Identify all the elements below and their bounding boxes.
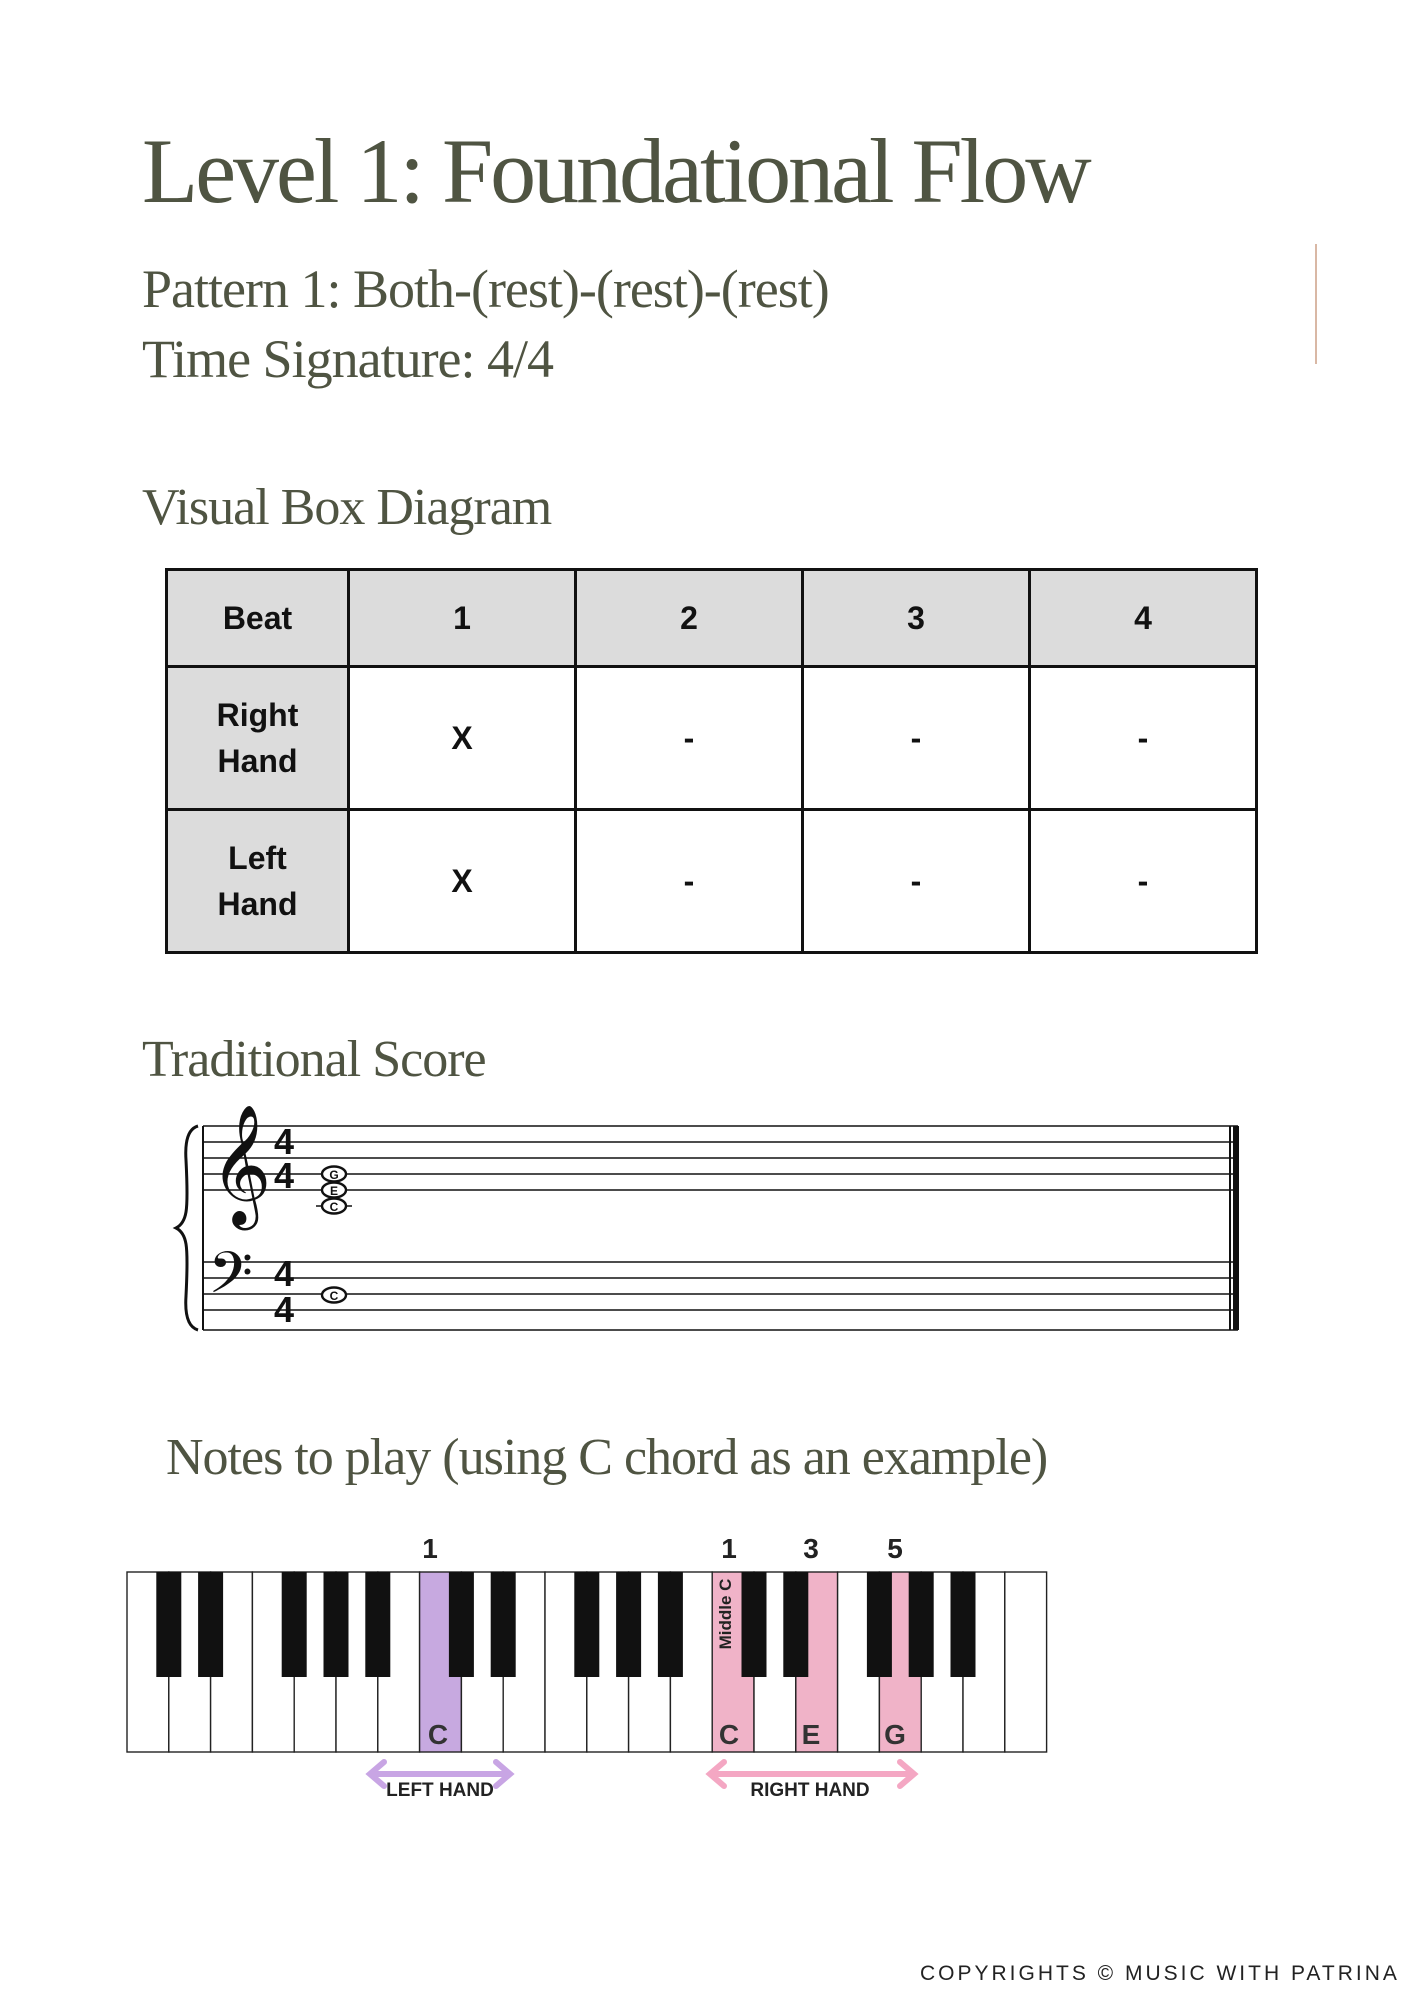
- black-key: [574, 1572, 599, 1677]
- treble-clef-icon: 𝄞: [210, 1107, 272, 1223]
- table-cell: -: [1030, 810, 1257, 953]
- row-label-right-hand: [167, 667, 349, 810]
- table-header-cell: 2: [576, 570, 803, 667]
- pattern-subtitle: Pattern 1: Both-(rest)-(rest)-(rest): [142, 259, 829, 319]
- bass-staff: [203, 1262, 1238, 1330]
- note-letter: G: [329, 1168, 339, 1182]
- white-key: [1005, 1572, 1047, 1752]
- key-note-label: C: [427, 1719, 449, 1750]
- bass-time-bottom: 4: [273, 1289, 295, 1330]
- table-cell: -: [803, 810, 1030, 953]
- treble-staff: [203, 1126, 1238, 1190]
- table-cell: -: [576, 667, 803, 810]
- black-key: [282, 1572, 307, 1677]
- score-heading: Traditional Score: [142, 1031, 486, 1088]
- table-header-cell: 4: [1030, 570, 1257, 667]
- table-cell: X: [349, 810, 576, 953]
- black-key: [783, 1572, 808, 1677]
- table-cell: -: [803, 667, 1030, 810]
- table-header-cell: 3: [803, 570, 1030, 667]
- row-label-line: Left: [228, 840, 287, 876]
- final-thick-barline: [1233, 1126, 1239, 1330]
- accent-divider: [1315, 244, 1317, 364]
- row-label-line: Hand: [217, 743, 298, 779]
- beat-box-table: [165, 568, 1258, 954]
- finger-number-right: 1: [721, 1533, 737, 1564]
- table-header-row: [167, 570, 1257, 667]
- note-letter: C: [329, 1200, 339, 1214]
- black-key: [951, 1572, 976, 1677]
- black-key: [198, 1572, 223, 1677]
- black-key: [449, 1572, 474, 1677]
- row-label-line: Hand: [217, 886, 298, 922]
- black-key: [324, 1572, 349, 1677]
- table-cell: -: [576, 810, 803, 953]
- copyright-text: COPYRIGHTS © MUSIC WITH PATRINA: [920, 1962, 1400, 1985]
- grand-staff: [0, 1090, 1414, 1350]
- black-key: [658, 1572, 683, 1677]
- brace-icon: [176, 1126, 198, 1330]
- black-key: [616, 1572, 641, 1677]
- treble-time-bottom: 4: [273, 1155, 295, 1196]
- bass-clef-icon: 𝄢: [208, 1241, 254, 1319]
- right-hand-label: RIGHT HAND: [750, 1780, 870, 1801]
- table-row-left-hand: [167, 810, 1257, 953]
- black-key: [909, 1572, 934, 1677]
- row-label-line: Right: [216, 697, 299, 733]
- black-key: [867, 1572, 892, 1677]
- row-label-left-hand: [167, 810, 349, 953]
- finger-number-right: 3: [803, 1533, 819, 1564]
- black-key: [156, 1572, 181, 1677]
- key-note-label: G: [884, 1719, 906, 1750]
- time-signature-subtitle: Time Signature: 4/4: [142, 329, 554, 389]
- key-note-label: C: [718, 1719, 740, 1750]
- table-header-cell: Beat: [167, 570, 349, 667]
- note-letter: E: [329, 1184, 339, 1198]
- piano-keyboard: [0, 1530, 1414, 1810]
- left-hand-label: LEFT HAND: [386, 1780, 494, 1801]
- black-key: [742, 1572, 767, 1677]
- page-title: Level 1: Foundational Flow: [142, 120, 1089, 222]
- table-cell: X: [349, 667, 576, 810]
- black-key: [365, 1572, 390, 1677]
- treble-time-top: 4: [273, 1121, 295, 1162]
- table-row-right-hand: [167, 667, 1257, 810]
- table-cell: -: [1030, 667, 1257, 810]
- middle-c-label: Middle C: [716, 1578, 735, 1650]
- finger-number-left: 1: [422, 1533, 438, 1564]
- key-note-label: E: [801, 1719, 821, 1750]
- finger-number-right: 5: [887, 1533, 903, 1564]
- table-header-cell: 1: [349, 570, 576, 667]
- black-key: [491, 1572, 516, 1677]
- bass-time-top: 4: [273, 1253, 295, 1294]
- keyboard-heading: Notes to play (using C chord as an example): [166, 1429, 1048, 1486]
- box-diagram-heading: Visual Box Diagram: [142, 479, 552, 536]
- note-letter: C: [329, 1289, 339, 1303]
